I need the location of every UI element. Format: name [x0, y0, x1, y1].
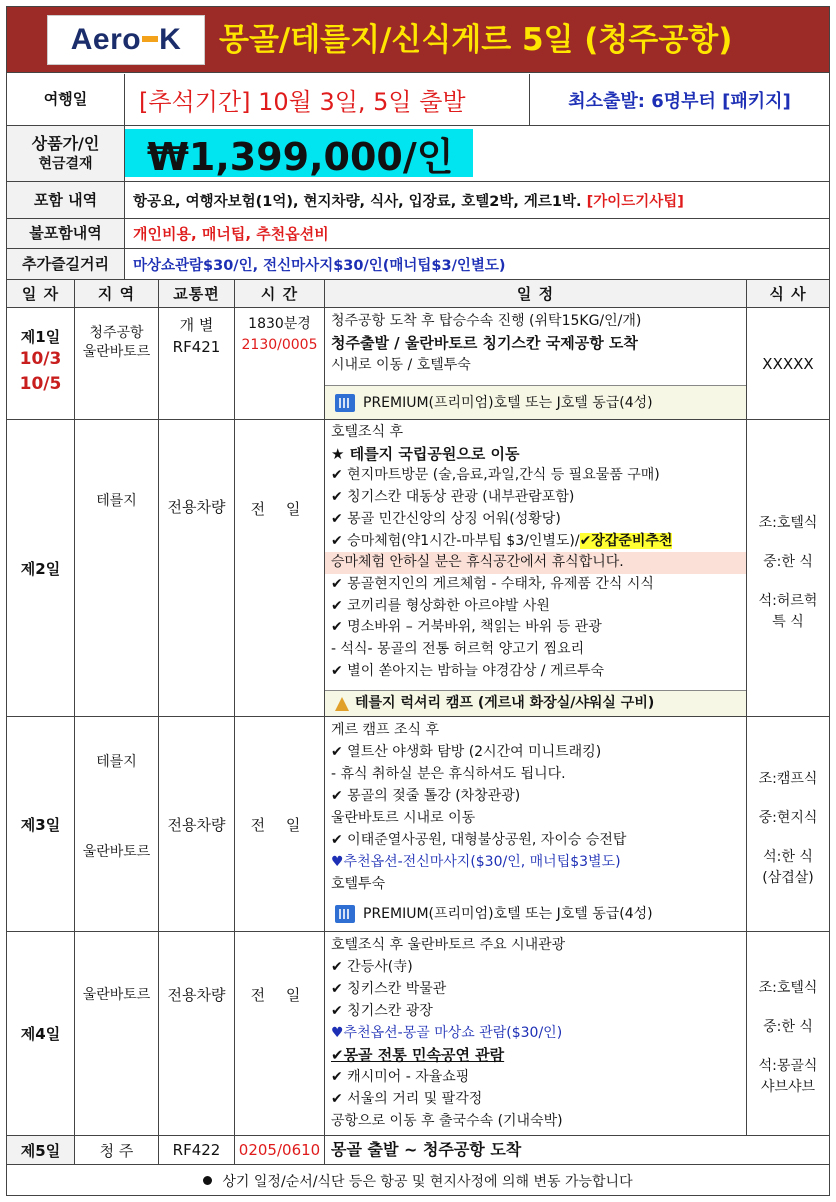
day1-line: 청주출발 / 울란바토르 칭기스칸 국제공항 도착: [331, 334, 638, 352]
excluded-value: 개인비용, 매너팁, 추천옵션비: [133, 225, 329, 243]
day4-line: ✔ 칭기스칸 광장: [331, 1003, 433, 1019]
day3-dinner-detail: (삼겹살): [762, 869, 814, 886]
day5-label: 제5일: [20, 1141, 61, 1160]
included-extra: [가이드기사팁]: [586, 193, 684, 210]
day1-label-cell: [7, 308, 75, 419]
day2-label: 제2일: [20, 559, 61, 578]
day1-date1: 10/3: [19, 349, 62, 369]
day2-line: ✔ 코끼리를 형상화한 아르야발 사원: [331, 597, 550, 614]
included-label: 포함 내역: [7, 182, 125, 218]
day3-row: [7, 717, 829, 932]
day2-line-horse: [331, 531, 746, 553]
day4-option-horseshow: ♥추천옵션-몽골 마상쇼 관람($30/인): [331, 1025, 563, 1041]
day4-folk-show: ✔몽골 전통 민속공연 관람: [331, 1046, 505, 1064]
col-header-day: 일 자: [7, 280, 75, 307]
day4-transport: 전용차량: [159, 932, 235, 1135]
day5-schedule: [325, 1136, 829, 1164]
day3-label-cell: [7, 717, 75, 931]
schedule-table-header: [7, 280, 829, 308]
day3-line: 호텔투숙: [331, 876, 386, 892]
day3-line: ✔ 몽골의 젖줄 톨강 (차창관광): [331, 788, 521, 804]
day1-line: 시내로 이동 / 호텔투숙: [331, 357, 471, 373]
day2-row: [7, 420, 829, 717]
day2-transport: 전용차량: [159, 420, 235, 716]
day2-camp: [325, 690, 746, 716]
day4-time: 전 일: [235, 932, 325, 1135]
day5-row: [7, 1136, 829, 1165]
day1-row: [7, 308, 829, 420]
price-label-line2: 현금결재: [38, 155, 93, 172]
day2-line: - 석식- 몽골의 전통 허르헉 양고기 찜요리: [331, 641, 585, 658]
hotel-building-icon: [335, 394, 355, 412]
day5-time: 0205/0610: [235, 1136, 325, 1164]
day3-time: 전 일: [235, 717, 325, 931]
day2-label-cell: [7, 420, 75, 716]
day1-label: 제1일: [20, 328, 61, 346]
day3-region1: 테를지: [96, 754, 137, 770]
hotel-building-icon: [335, 905, 355, 923]
day3-region2: 울란바토르: [82, 844, 151, 860]
day2-line: ✔ 현지마트방문 (술,음료,과일,간식 등 필요물품 구매): [331, 467, 660, 484]
day2-horse-text: ✔ 승마체험(약1시간-마부팁 $3/인별도)/: [331, 532, 580, 549]
col-header-schedule: 일 정: [325, 280, 747, 307]
day4-line: 공항으로 이동 후 출국수속 (기내숙박): [331, 1113, 563, 1129]
day4-region: 울란바토르: [75, 932, 159, 1135]
min-departure: 최소출발: 6명부터 [패키지]: [529, 74, 829, 125]
included-value: [125, 182, 684, 218]
aerok-logo: Aero K: [47, 15, 205, 65]
day2-glove-tip: ✔장갑준비추천: [579, 532, 673, 549]
day4-line: ✔ 간등사(寺): [331, 959, 413, 975]
col-header-region: 지 역: [75, 280, 159, 307]
col-header-time: 시 간: [235, 280, 325, 307]
col-header-meal: 식 사: [747, 280, 829, 307]
day4-dinner: 석:몽골식: [758, 1058, 818, 1074]
day1-region1: 청주공항: [89, 325, 144, 341]
excluded-label: 불포함내역: [7, 219, 125, 248]
day2-line: ★ 테를지 국립공원으로 이동: [331, 444, 520, 463]
day3-line: ✔ 열트산 야생화 탐방 (2시간여 미니트래킹): [331, 744, 602, 760]
day1-transport2: RF421: [172, 338, 221, 356]
day5-label-cell: [7, 1136, 75, 1164]
day5-line: 몽골 출발 ~ 청주공항 도착: [331, 1140, 522, 1159]
day1-date2: 10/5: [19, 374, 62, 394]
price-label: [7, 126, 125, 181]
day1-time2: 2130/0005: [241, 337, 318, 353]
extra-activities-row: [7, 249, 829, 280]
day4-label-cell: [7, 932, 75, 1135]
day4-dinner-detail: 샤브샤브: [760, 1079, 816, 1095]
day5-region: 청 주: [75, 1136, 159, 1164]
day2-time: 전 일: [235, 420, 325, 716]
day3-region: [75, 717, 159, 931]
day3-hotel: [325, 897, 746, 931]
day4-meal: [747, 932, 829, 1135]
day4-lunch: 중:한 식: [763, 1019, 813, 1035]
day2-lunch: 중:한 식: [763, 553, 813, 570]
day4-label: 제4일: [20, 1025, 61, 1043]
day4-line: ✔ 캐시미어 - 자율쇼핑: [331, 1069, 470, 1085]
travel-date-value: [추석기간] 10월 3일, 5일 출발: [139, 88, 466, 116]
day3-label: 제3일: [20, 815, 61, 834]
price-label-line1: 상품가/인: [31, 134, 100, 154]
day2-line-rest: 승마체험 안하실 분은 휴식공간에서 휴식합니다.: [325, 552, 746, 574]
day2-line: ✔ 명소바위 – 거북바위, 책읽는 바위 등 관광: [331, 619, 602, 636]
day1-hotel-text: PREMIUM(프리미엄)호텔 또는 J호텔 동급(4성): [363, 394, 653, 411]
travel-date-row: [7, 74, 829, 126]
day1-hotel: [325, 385, 746, 419]
day2-line: ✔ 몽골 민간신앙의 상징 어워(성황당): [331, 510, 561, 527]
day2-line: ✔ 별이 쏟아지는 밤하늘 야경감상 / 게르투숙: [331, 662, 605, 679]
col-header-transport: 교통편: [159, 280, 235, 307]
day2-line: ✔ 몽골현지인의 게르체험 - 수태차, 유제품 간식 시식: [331, 575, 654, 592]
day2-line: ✔ 칭기스칸 대동상 관광 (내부관람포함): [331, 489, 575, 506]
day4-schedule: [325, 932, 747, 1135]
travel-date-label: 여행일: [7, 74, 125, 125]
day3-lunch: 중:현지식: [758, 809, 818, 826]
day2-camp-text: 테를지 럭셔리 캠프 (게르내 화장실/샤워실 구비): [355, 694, 655, 711]
day4-line: ✔ 칭키스칸 박물관: [331, 981, 447, 997]
day4-line: ✔ 서울의 거리 및 팔각정: [331, 1091, 483, 1107]
footer-text: 상기 일정/순서/식단 등은 항공 및 현지사정에 의해 변동 가능합니다: [222, 1173, 633, 1190]
day1-schedule: [325, 308, 747, 419]
day2-line: 호텔조식 후: [331, 424, 404, 440]
day4-line: 호텔조식 후 울란바토르 주요 시내관광: [331, 937, 566, 953]
camp-icon: [335, 697, 349, 711]
extra-label: 추가즐길거리: [7, 249, 125, 279]
day2-region: 테를지: [75, 420, 159, 716]
day3-line: ✔ 이태준열사공원, 대형불상공원, 자이승 승전탑: [331, 832, 627, 848]
day1-meal: XXXXX: [762, 354, 814, 373]
day3-hotel-text: PREMIUM(프리미엄)호텔 또는 J호텔 동급(4성): [363, 906, 653, 922]
day3-schedule: [325, 717, 747, 931]
extra-value: 마상쇼관람$30/인, 전신마사지$30/인(매너팁$3/인별도): [133, 257, 506, 274]
day2-dinner-special: 특 식: [772, 613, 804, 630]
day1-time1: 1830분경: [248, 316, 311, 332]
price-value: ₩1,399,000/인: [125, 129, 473, 177]
day3-meal: [747, 717, 829, 931]
day1-transport1: 개 별: [179, 316, 214, 334]
day3-dinner: 석:한 식: [763, 848, 813, 865]
day1-region: [75, 308, 159, 419]
day2-schedule: [325, 420, 747, 716]
included-text: 항공요, 여행자보험(1억), 현지차량, 식사, 입장료, 호텔2박, 게르1박.: [133, 193, 582, 210]
day2-breakfast: 조:호텔식: [758, 514, 818, 531]
day3-line: 울란바토르 시내로 이동: [331, 810, 476, 826]
day3-option-massage: ♥추천옵션-전신마사지($30/인, 매너팁$3별도): [331, 854, 621, 870]
day3-breakfast: 조:캠프식: [758, 770, 818, 787]
header-banner: [7, 7, 829, 73]
day1-transport: [159, 308, 235, 419]
day2-dinner: 석:허르헉: [758, 592, 818, 609]
day3-line: 게르 캠프 조식 후: [331, 722, 440, 738]
page-title: 몽골/테를지/신식게르 5일 (청주공항): [219, 22, 733, 58]
included-row: [7, 182, 829, 219]
day1-time: [235, 308, 325, 419]
excluded-row: [7, 219, 829, 249]
day4-row: [7, 932, 829, 1136]
day4-breakfast: 조:호텔식: [758, 980, 818, 996]
bullet-icon: [203, 1176, 212, 1185]
itinerary-sheet: [6, 6, 830, 1196]
price-row: [7, 126, 829, 182]
day1-line: 청주공항 도착 후 탑승수속 진행 (위탁15KG/인/개): [331, 313, 642, 329]
day1-region2: 울란바토르: [82, 344, 151, 360]
day3-line: - 휴식 취하실 분은 휴식하셔도 됩니다.: [331, 766, 566, 782]
day5-transport: RF422: [159, 1136, 235, 1164]
footer-note: [7, 1165, 829, 1196]
day2-meal: [747, 420, 829, 716]
day3-transport: 전용차량: [159, 717, 235, 931]
